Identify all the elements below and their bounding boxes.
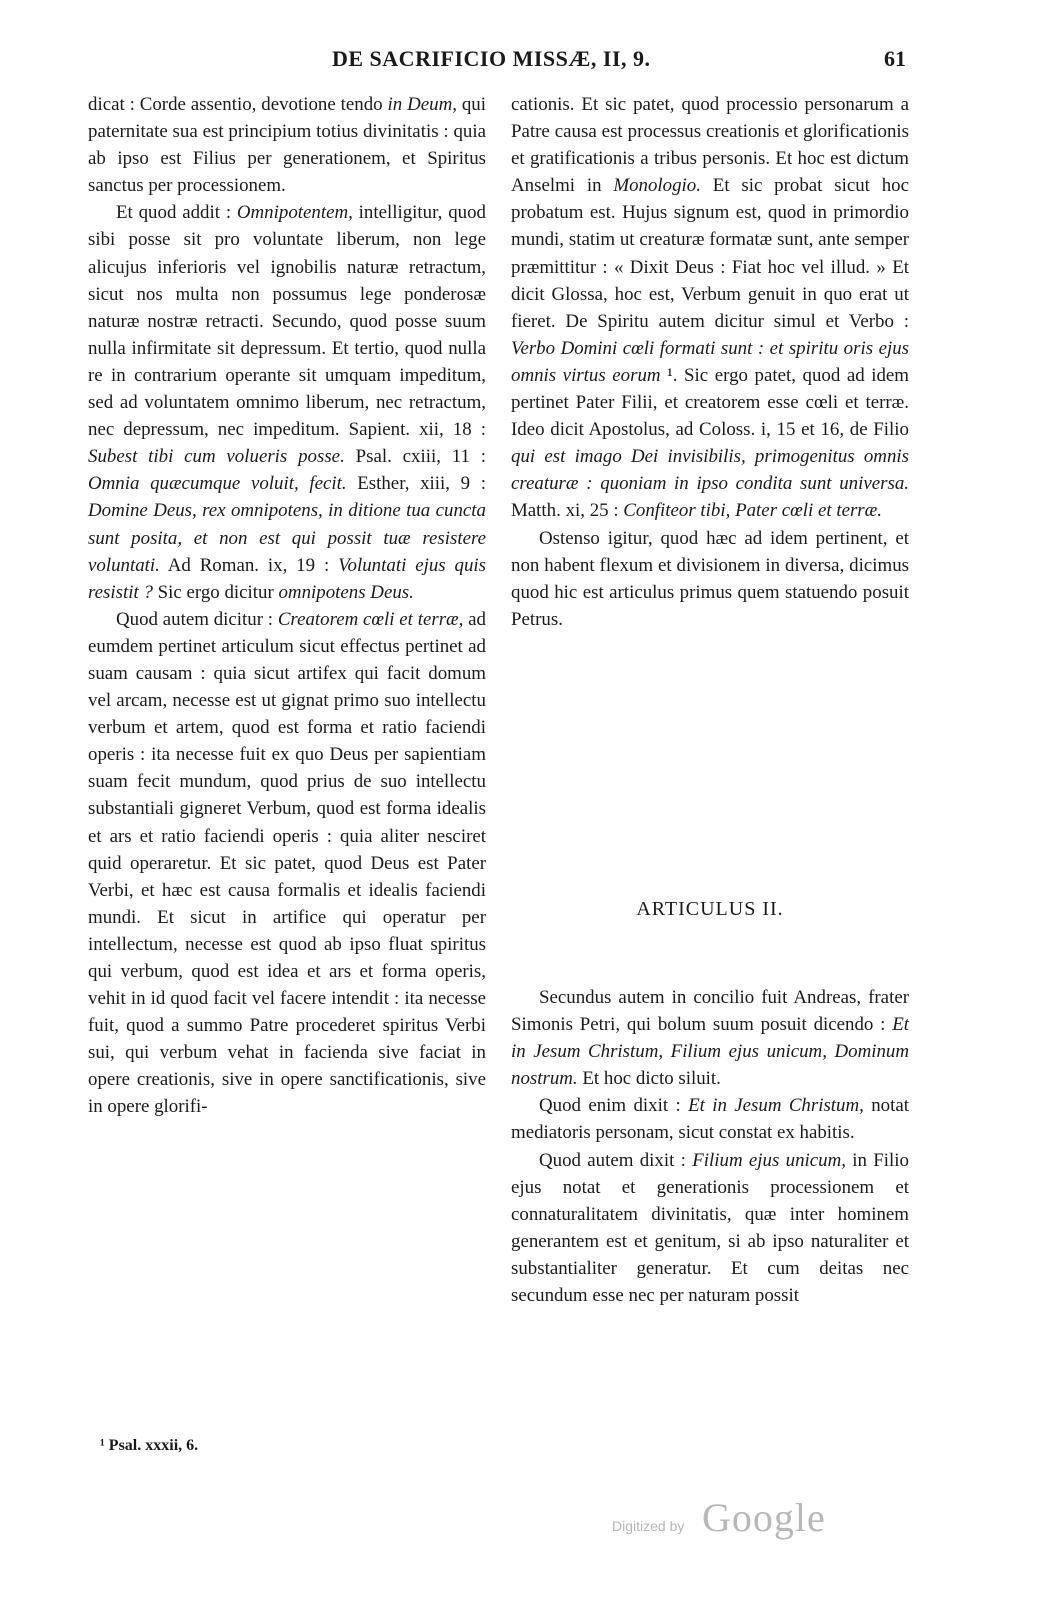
- italic-run: Et in Jesum Christum,: [688, 1095, 864, 1117]
- footnote: ¹ Psal. xxxii, 6.: [100, 1437, 199, 1454]
- page-number: 61: [884, 46, 906, 71]
- text-run: Esther, xiii, 9 :: [346, 473, 486, 495]
- right-column: [511, 91, 909, 633]
- text-run: Et hoc dicto siluit.: [577, 1068, 721, 1090]
- digitized-watermark: [612, 1495, 852, 1546]
- italic-run: Creatorem cœli et terræ,: [277, 608, 464, 630]
- paragraph: [88, 91, 486, 199]
- paragraph: [88, 606, 486, 1121]
- text-run: Ostenso igitur, quod hæc ad idem pertinent, et non habent flexum et divisionem in diversa, dicimus quod hic est articulus primus quem statuendo posuit Petrus.: [511, 527, 909, 630]
- italic-run: Verbo Domini cœli formati sunt : et spiritu oris ejus omnis virtus eorum: [511, 337, 909, 386]
- italic-run: Monologio.: [613, 175, 701, 197]
- italic-run: Subest tibi cum volueris posse.: [88, 446, 345, 468]
- text-run: Quod enim dixit :: [539, 1095, 689, 1117]
- text-run: Quod autem dicitur :: [116, 608, 278, 630]
- text-run: ad eumdem pertinet articulum sicut effectus pertinet ad suam causam : quia sicut artifex qui facit domum vel arcam, necesse est ut gignat primo suo intellectu verbum et artem, quod est forma et ratio faciendi operis : ita necesse fuit ex quo Deus per sapientiam suam fecit mundum, quod prius de suo intellectu substantiali gigneret Verbum, quod est forma idealis et ars et ratio faciendi operis : quia aliter nesciret quid operaretur. Et sic patet, quod Deus est Pater Verbi, et hæc est causa formalis et idealis faciendi mundi. Et sicut in artifice qui operatur per intellectum, necesse est quod ab ipso fluat spiritus qui verbum, quod est idea et ars et forma operis, vehit in id quod facit vel facere intendit : ita necesse fuit, quod a summo Patre procederet spiritus Verbi sui, qui verbum vehat in facienda sive faciat in opere creationis, sive in opere sanctificationis, sive in opere glorifi-: [88, 608, 486, 1118]
- right-column-lower: [511, 984, 909, 1309]
- italic-run: qui est imago Dei invisibilis, primogenitus omnis creaturæ : quoniam in ipso condita sunt universa.: [511, 446, 909, 495]
- text-run: Et quod addit :: [116, 202, 237, 224]
- italic-run: Confiteor tibi, Pater cœli et terræ.: [623, 500, 882, 522]
- text-run: Psal. cxiii, 11 :: [344, 446, 486, 468]
- running-title: DE SACRIFICIO MISSÆ, II, 9.: [332, 46, 651, 71]
- italic-run: omnipotens Deus.: [278, 581, 414, 603]
- text-run: Sic ergo dicitur: [152, 581, 279, 603]
- text-run: intelligitur, quod sibi posse sit pro voluntate liberum, non lege alicujus inferioris vel ignobilis naturæ retractum, sicut nos multa non possumus lege ponderosæ naturæ nostræ retracti. Secundo, quod posse suum nulla infirmitate sit depressum. Et tertio, quod nulla re in contrarium operante sit umquam impeditum, sed ad voluntatem omnimo liberum, nec retractum, nec depressum, nec impeditum. Sapient. xii, 18 :: [88, 202, 486, 441]
- paragraph: [511, 984, 909, 1092]
- text-run: Ad Roman. ix, 19 :: [159, 554, 339, 576]
- paragraph: [511, 1092, 909, 1146]
- watermark-prefix: Digitized by: [612, 1518, 685, 1534]
- left-column: [88, 91, 486, 1121]
- text-run: Quod autem dixit :: [539, 1149, 693, 1171]
- text-run: Et sic probat sicut hoc probatum est. Hujus signum est, quod in primordio mundi, statim ut creaturæ formatæ sunt, ante semper præmittitur : « Dixit Deus : Fiat hoc vel illud. » Et dicit Glossa, hoc est, Verbum genuit in quo erat ut fieret. De Spiritu autem dicitur simul et Verbo :: [511, 175, 909, 332]
- paragraph: [511, 1147, 909, 1310]
- text-run: notat mediatoris personam, sicut constat ex habitis.: [511, 1095, 910, 1144]
- italic-run: Omnipotentem,: [236, 202, 353, 224]
- paragraph: [511, 525, 909, 633]
- text-run: qui paternitate sua est principium totius divinitatis : quia ab ipso est Filius per generationem, et Spiritus sanctus per processionem.: [88, 94, 486, 197]
- text-run: in Filio ejus notat et generationis processionem et connaturalitatem divinitatis, quæ inter hominem generantem est et genitum, si ab ipso naturaliter et substantialiter generatur. Et cum deitas nec secundum esse nec per naturam possit: [511, 1149, 909, 1307]
- text-run: Matth. xi, 25 :: [511, 500, 624, 522]
- text-run: dicat : Corde assentio, devotione tendo: [88, 94, 388, 115]
- italic-run: Omnia quæcumque voluit, fecit.: [88, 473, 347, 495]
- italic-run: Domine Deus, rex omnipotens, in ditione tua cuncta sunt posita, et non est qui possit tuæ resistere voluntati.: [88, 500, 486, 576]
- google-logo: Google: [702, 1495, 826, 1540]
- text-run: Secundus autem in concilio fuit Andreas, frater Simonis Petri, qui bolum suum posuit dicendo :: [511, 987, 909, 1036]
- italic-run: Voluntati ejus quis resistit ?: [88, 554, 486, 603]
- italic-run: Filium ejus unicum,: [692, 1149, 846, 1171]
- italic-run: Et in Jesum Christum, Filium ejus unicum, Dominum nostrum.: [511, 1014, 909, 1090]
- section-heading: ARTICULUS II.: [636, 898, 784, 920]
- text-run: cationis. Et sic patet, quod processio personarum a Patre causa est processus creationis et glorificationis et gratificationis a tribus personis. Et hoc est dictum Anselmi in: [511, 94, 909, 197]
- text-run: ¹. Sic ergo patet, quod ad idem pertinet Pater Filii, et creatorem esse cœli et terræ. Ideo dicit Apostolus, ad Coloss. i, 15 et 16, de Filio: [511, 364, 909, 441]
- paragraph: [88, 199, 486, 605]
- paragraph: [511, 91, 909, 525]
- italic-run: in Deum,: [387, 94, 457, 115]
